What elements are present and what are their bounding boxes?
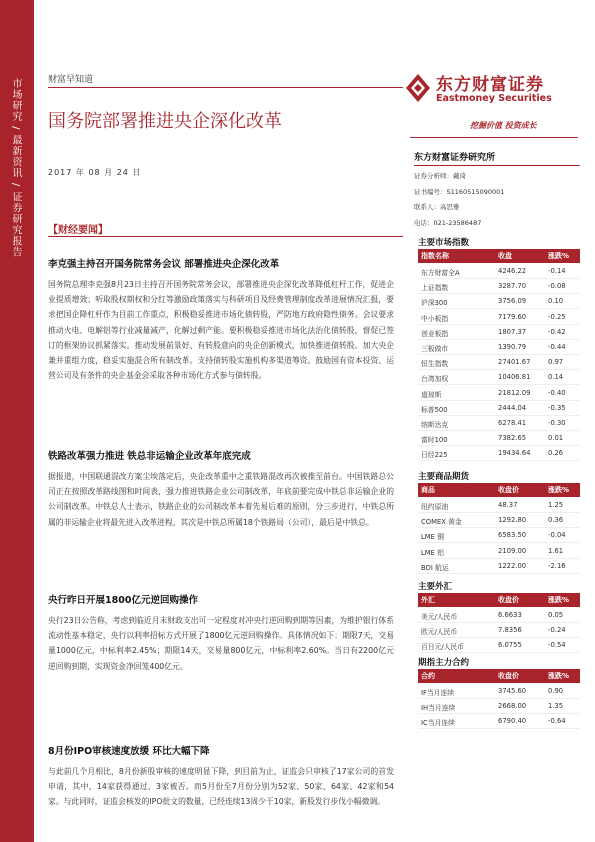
table-header-cell: 涨跌%: [548, 672, 570, 680]
table-header-cell: 涨跌%: [548, 596, 570, 604]
page-title: 国务院部署推进央企深化改革: [48, 111, 282, 132]
table-cell: 6790.40: [498, 717, 527, 726]
table-cell: 2109.00: [498, 546, 527, 555]
table-cell: IH当月连续: [421, 704, 456, 713]
table-header-cell: 商品: [421, 486, 435, 494]
table-cell: 2444.04: [498, 403, 527, 412]
institute-line: 证券分析师：戴琦: [414, 172, 466, 180]
institute-line: 证书编号：S1160515090001: [414, 187, 505, 196]
article-heading: 8月份IPO审核速度放缓 环比大幅下降: [48, 746, 210, 757]
table-cell: 6278.41: [498, 419, 527, 427]
table-cell: 1390.79: [498, 343, 527, 351]
table-cell: -0.25: [548, 312, 566, 321]
table-cell: 7.8356: [498, 626, 522, 635]
table-cell: 1807.37: [498, 327, 527, 336]
table-title: 期指主力合约: [418, 658, 470, 668]
sidebar-text: 市场研究 / 最新资讯 / 证券研究报告: [10, 78, 21, 258]
table-cell: 0.10: [548, 297, 564, 306]
table-title: 主要市场指数: [418, 238, 470, 248]
table-cell: 4246.22: [498, 267, 527, 275]
table-cell: 6583.50: [498, 531, 527, 540]
brand-mark-icon: [404, 72, 432, 104]
table-cell: 1222.00: [498, 561, 527, 570]
table-cell: 上证指数: [421, 284, 449, 293]
table-row: [418, 386, 580, 401]
article-heading: 央行昨日开展1800亿元逆回购操作: [48, 595, 198, 606]
sidebar: [0, 0, 34, 842]
table-header-cell: 指数名称: [421, 252, 449, 260]
table-header-cell: 收盘价: [498, 596, 519, 604]
table-header-cell: 涨跌%: [548, 252, 570, 260]
table-header-cell: 外汇: [421, 596, 435, 604]
table-row: [418, 416, 580, 431]
brand-name-en: Eastmoney Securities: [436, 93, 552, 104]
table-cell: 0.97: [548, 358, 564, 367]
table-header-cell: 收盘价: [498, 672, 519, 680]
table-cell: -0.40: [548, 388, 566, 397]
table-title: 主要外汇: [418, 582, 453, 592]
table-row: [418, 528, 580, 543]
institute-title: 东方财富证券研究所: [414, 150, 580, 166]
table-cell: 纽约原油: [421, 503, 449, 511]
section-divider: [48, 236, 403, 237]
table-cell: 创业板指: [421, 329, 449, 338]
table-cell: 0.14: [548, 373, 564, 382]
table-row: [418, 294, 580, 309]
table-cell: -0.30: [548, 419, 566, 427]
table-row: [418, 431, 580, 446]
table-cell: 6.6633: [498, 611, 522, 619]
article-body: 与此前几个月相比，8月份新股审核的速度明显下降，到目前为止，证监会只审核了17家公司的首发申请，其中，14家获得通过，3家被否。而5月份至7月份分别为52家、50家、64家、42家和54家。与此同时，证监会核发的IPO批文的数量，已经连续13周少于10家，新股发行步伐小幅微调。: [48, 767, 394, 807]
table-row: [418, 401, 580, 416]
table-cell: 19434.64: [498, 449, 531, 458]
table-cell: 纳斯达克: [421, 421, 449, 429]
table-cell: 3287.70: [498, 282, 527, 291]
table-row: [418, 699, 580, 714]
table-cell: -0.04: [548, 531, 566, 540]
table-cell: -0.42: [548, 327, 566, 336]
table-row: [418, 264, 580, 279]
table-header: [418, 483, 580, 497]
table-cell: COMEX 黄金: [421, 518, 462, 527]
header-divider: [48, 87, 403, 88]
header-label: 财富早知道: [48, 75, 94, 85]
table-cell: 0.90: [548, 687, 564, 695]
table-cell: 48.37: [498, 501, 518, 509]
table-cell: IF当月连续: [421, 689, 455, 697]
table-cell: -0.54: [548, 641, 566, 650]
table-cell: -0.35: [548, 403, 566, 412]
table-row: [418, 446, 580, 461]
table-row: [418, 279, 580, 294]
table-cell: IC当月连续: [421, 719, 455, 728]
table-header-cell: 合约: [421, 672, 435, 680]
article-heading: 铁路改革强力推进 铁总非运输企业改革年底完成: [48, 451, 251, 462]
table-header: [418, 593, 580, 607]
table-cell: 7179.60: [498, 312, 527, 321]
table-header-cell: 收盘: [498, 252, 512, 260]
article-body: 央行23日公告称，考虑到临近月末财政支出可一定程度对冲央行逆回购到期等因素，为维护银行体系流动性基本稳定，央行以利率招标方式开展了1800亿元逆回购操作。具体情况如下：期限7天，交易量1000亿元，中标利率2.45%；期限14天，交易量800亿元，中标利率2.60%。当日有2200亿元逆回购到期，实现资金净回笼400亿元。: [48, 616, 394, 671]
table-cell: 1.61: [548, 546, 564, 555]
table-cell: 百日元/人民币: [421, 643, 465, 652]
table-cell: 0.26: [548, 449, 564, 458]
table-cell: 1.35: [548, 702, 564, 711]
report-date: 2017 年 08 月 24 日: [48, 168, 142, 177]
table-cell: 道琼斯: [421, 390, 442, 399]
table-row: [418, 684, 580, 699]
table-header-cell: 收盘价: [498, 486, 519, 494]
table-cell: 美元/人民币: [421, 613, 458, 621]
table-cell: 2668.00: [498, 702, 527, 711]
article-heading: 李克强主持召开国务院常务会议 部署推进央企深化改革: [48, 259, 280, 270]
table-row: [418, 370, 580, 385]
table-cell: 0.01: [548, 434, 564, 443]
table-cell: 欧元/人民币: [421, 628, 458, 637]
table-row: [418, 325, 580, 340]
table-cell: 中小板指: [421, 314, 449, 323]
table-cell: 1.25: [548, 501, 564, 509]
table-row: [418, 608, 580, 623]
table-cell: 标普500: [421, 405, 448, 414]
table-cell: -0.64: [548, 717, 566, 726]
table-cell: LME 铝: [421, 548, 444, 557]
table-header: [418, 249, 580, 263]
table-row: [418, 544, 580, 559]
article-body: 据报道，中国联通混改方案尘埃落定后，央企改革重中之重铁路混改再次被推至前台。中国铁路总公司正在按照改革路线图和时间表，强力推进铁路企业公司制改革，年底前要完成中铁总非运输企业的公司制改革。中铁总人士表示，铁路企业的公司制改革本着先易后难的原则，分三步进行，中铁总所属的非运输企业将最先进入改革进程，其次是中铁总所属18个铁路局（公司），最后是中铁总。: [48, 472, 394, 527]
table-cell: -2.16: [548, 561, 566, 570]
brand-slogan: 挖掘价值 投资成长: [470, 121, 537, 130]
table-cell: 7382.65: [498, 434, 527, 443]
article-body: 国务院总理李克强8月23日主持召开国务院常务会议，部署推进央企深化改革降低杠杆工作，促进企业提质增效；听取股权期权和分红等激励政策落实与科研项目及经费管理制度改革进展情况汇报，要求把国企降杠杆作为目前工作重点，积极稳妥推进市场化债转股，严防地方政府隐性债务。会议要求推动火电、电解铝等行业减量减产，化解过剩产能。要积极稳妥推进市场化法治化债转股，督促已签订的框架协议抓紧落实。推动发展前景好、有转股意向的央企创新模式，加快推进债转股。加大央企兼并重组力度，稳妥实施混合所有制改革。支持债转股实施机构多渠道筹资。鼓励国有资本投资、运营公司及有条件的央企基金会采取各种市场化方式参与债转股。: [48, 280, 394, 381]
table-cell: 台湾加权: [421, 375, 449, 384]
right-divider: [410, 137, 578, 138]
table-cell: BDI 航运: [421, 563, 449, 572]
table-cell: -0.14: [548, 267, 566, 275]
table-title: 主要商品期货: [418, 472, 470, 482]
institute-line: 联系人：高思雅: [414, 203, 460, 211]
table-cell: 三板做市: [421, 345, 449, 353]
institute-box: [414, 150, 580, 231]
table-cell: 0.36: [548, 516, 564, 525]
brand-name-cn: 东方财富证券: [436, 75, 544, 95]
table-row: [418, 340, 580, 355]
table-cell: LME 铜: [421, 533, 444, 542]
table-row: [418, 513, 580, 528]
table-cell: 10406.81: [498, 373, 531, 382]
table-cell: -0.24: [548, 626, 566, 635]
table-cell: 6.0755: [498, 641, 522, 650]
section-tag: 【财经要闻】: [48, 225, 108, 236]
table-cell: 沪深300: [421, 299, 448, 308]
table-row: [418, 355, 580, 370]
table-row: [418, 498, 580, 513]
table-cell: 3756.09: [498, 297, 527, 306]
table-header: [418, 669, 580, 683]
table-cell: 东方财富全A: [421, 269, 460, 277]
table-cell: 1292.80: [498, 516, 527, 525]
brand-logo: [404, 70, 579, 110]
table-row: [418, 714, 580, 729]
table-header-cell: 涨跌%: [548, 486, 570, 494]
table-cell: -0.44: [548, 343, 566, 351]
table-cell: 恒生指数: [421, 360, 449, 369]
table-row: [418, 638, 580, 653]
table-cell: 21812.09: [498, 388, 531, 397]
table-row: [418, 623, 580, 638]
table-cell: 27401.67: [498, 358, 531, 367]
table-row: [418, 310, 580, 325]
table-row: [418, 559, 580, 574]
table-cell: 日经225: [421, 451, 448, 460]
institute-line: 电话：021-23586487: [414, 218, 482, 227]
table-cell: 3745.60: [498, 687, 527, 695]
table-cell: 0.05: [548, 611, 564, 619]
table-cell: 富时100: [421, 436, 448, 445]
table-cell: -0.08: [548, 282, 566, 291]
